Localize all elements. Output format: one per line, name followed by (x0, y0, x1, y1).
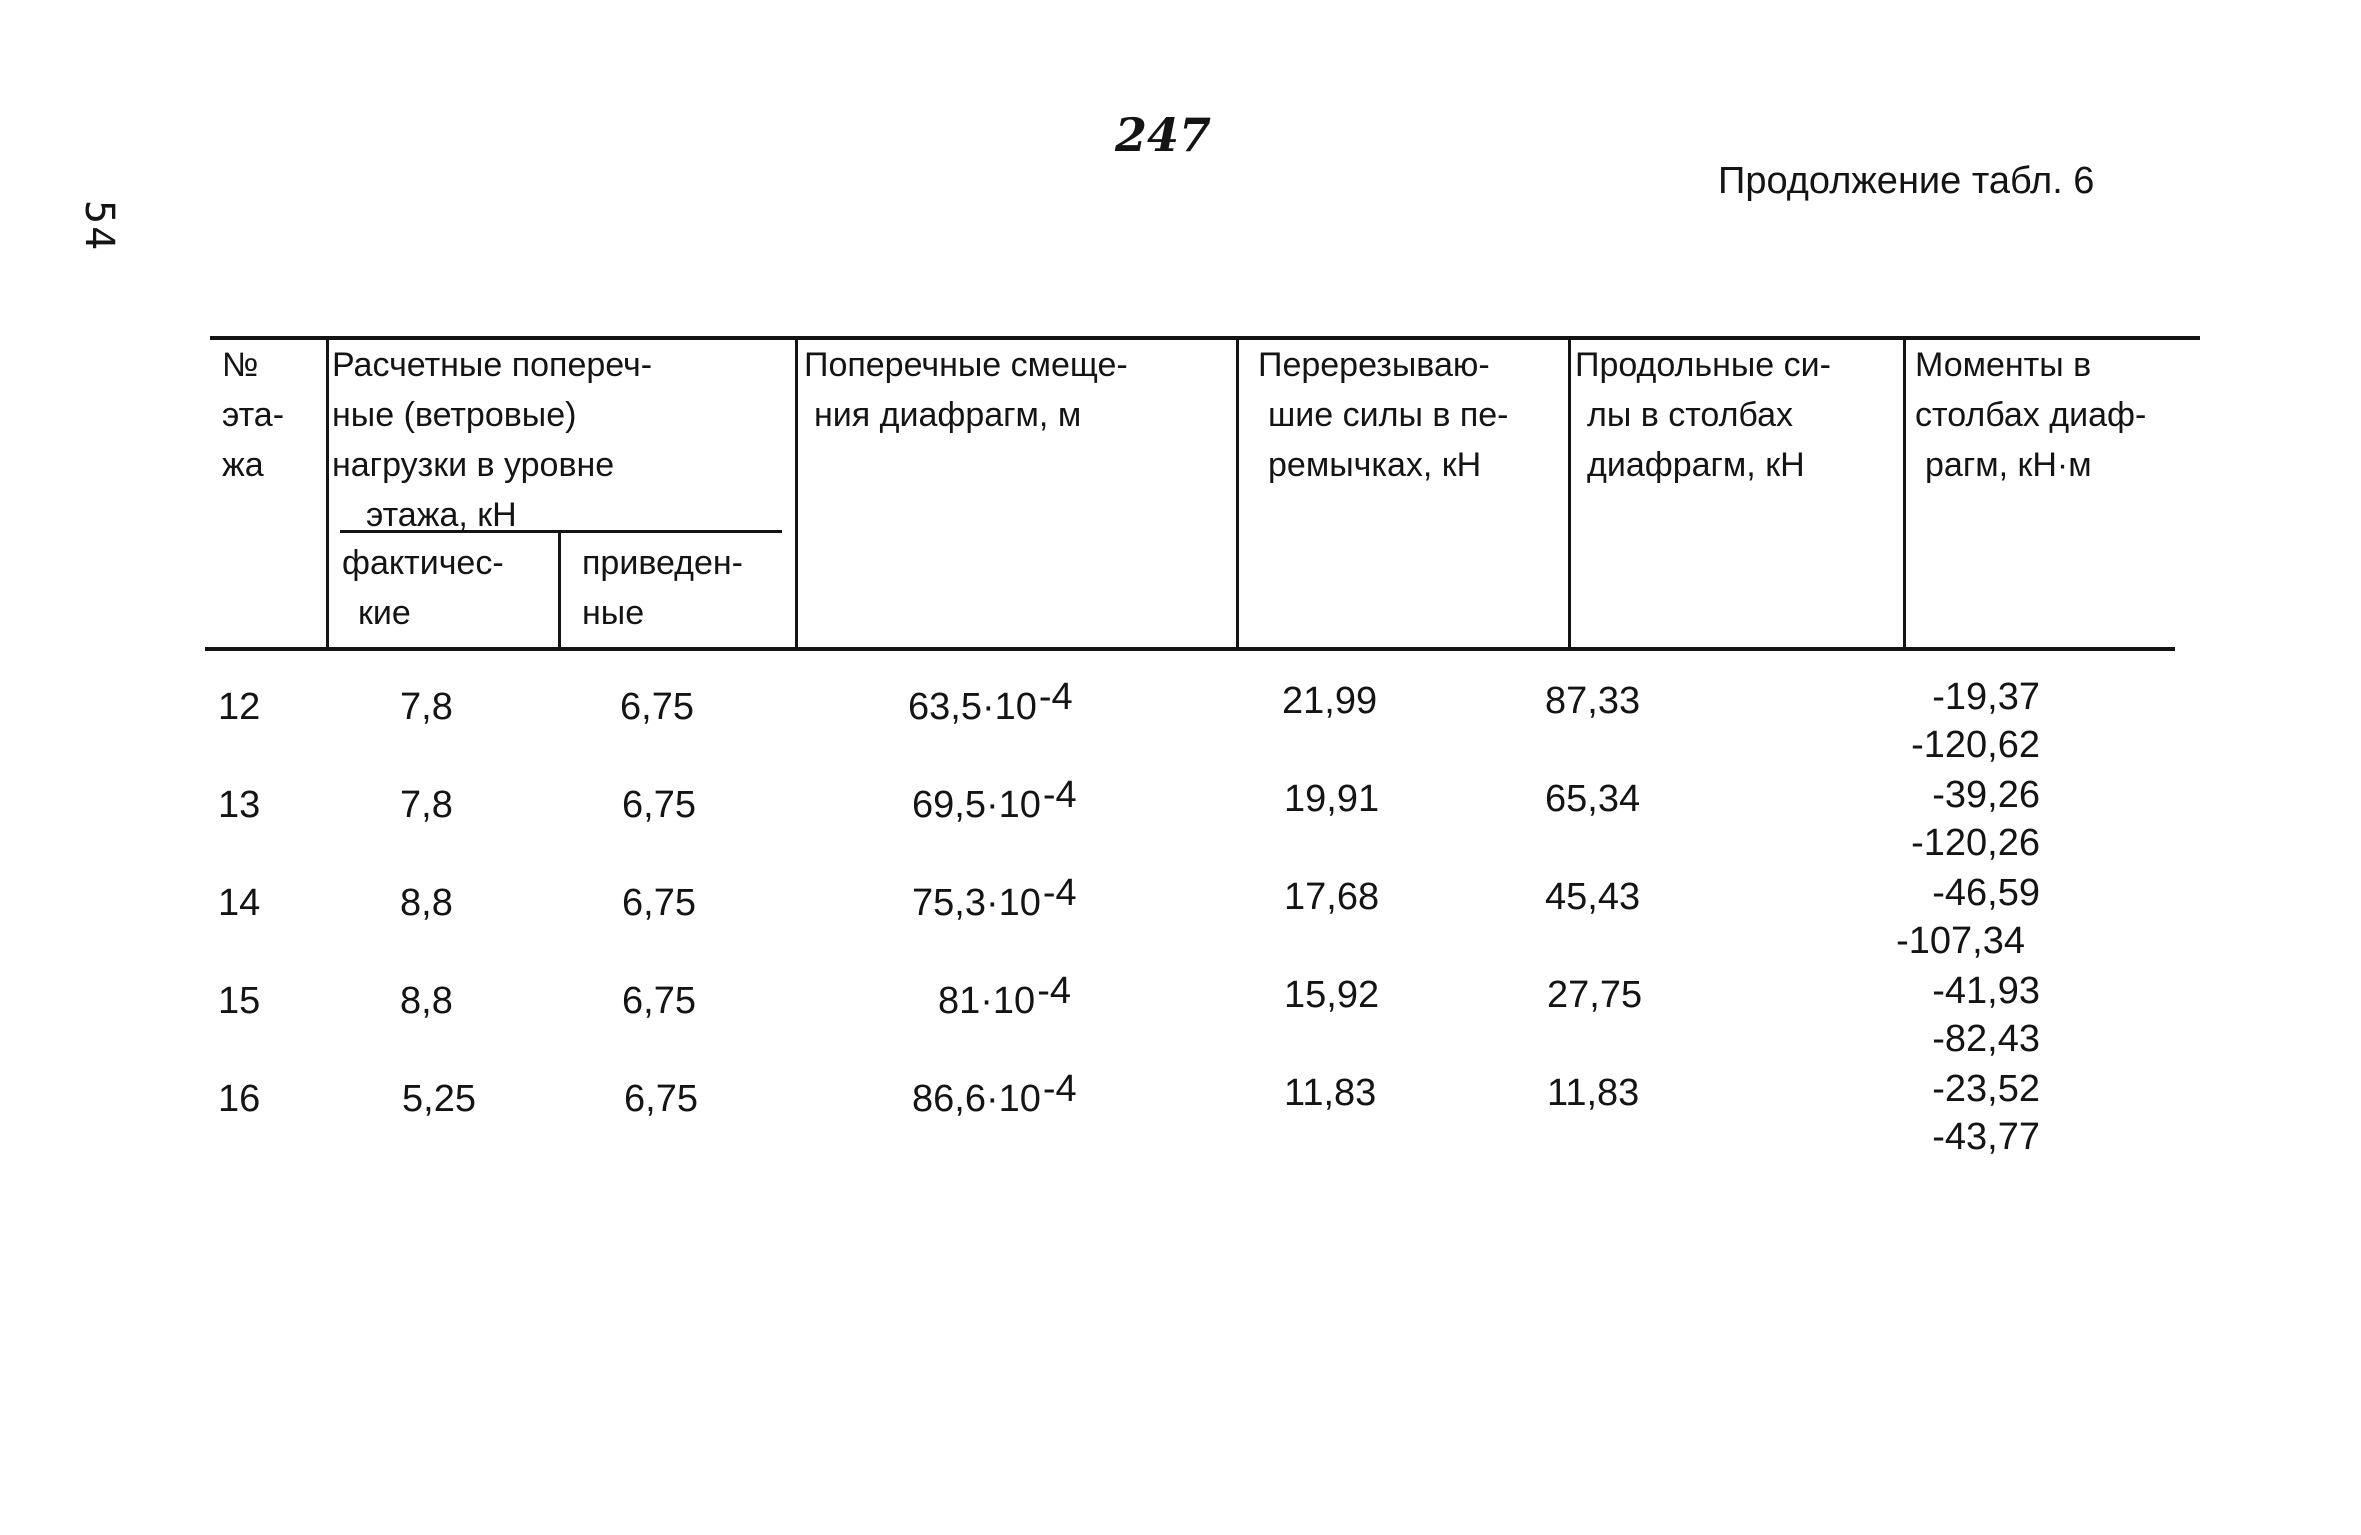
col-divider-4 (1568, 338, 1571, 649)
shear-force: 19,91 (1284, 778, 1380, 820)
shear-force: 21,99 (1282, 680, 1378, 722)
moment-top: -39,26 (1932, 774, 2040, 816)
header-loads: Расчетные попереч- ные (ветровые) нагрузки в уровне этажа, кН (332, 346, 653, 534)
moment-top: -23,52 (1932, 1068, 2040, 1110)
actual-load: 7,8 (400, 686, 453, 728)
moment-bottom: -43,77 (1932, 1116, 2040, 1158)
exponent: -4 (1042, 1068, 1077, 1110)
displacement: $63,5\cdot 10^{-4}$ (908, 676, 1073, 728)
shear-force: 11,83 (1284, 1072, 1377, 1114)
actual-load: 8,8 (400, 882, 453, 924)
header-loads-reduced: приведен- ные (582, 544, 744, 632)
header-moments: Моменты в столбах диаф- рагм, кН·м (1915, 346, 2147, 484)
moment-top: -46,59 (1932, 872, 2040, 914)
moment-top: -19,37 (1932, 676, 2040, 718)
header-displacements: Поперечные смеще- ния диафрагм, м (804, 346, 1128, 434)
axial-force: 45,43 (1545, 876, 1641, 918)
handwritten-stamp: 247 (1115, 108, 1212, 162)
col-divider-3 (1236, 338, 1239, 649)
floor-number: 16 (218, 1078, 261, 1120)
header-axial-forces: Продольные си- лы в столбах диафрагм, кН (1575, 346, 1831, 484)
table-continuation-caption: Продолжение табл. 6 (1718, 160, 2095, 202)
floor-number: 13 (218, 784, 261, 826)
axial-force: 27,75 (1547, 974, 1643, 1016)
axial-force: 11,83 (1547, 1072, 1640, 1114)
reduced-load: 6,75 (622, 784, 696, 826)
displacement: $69,5\cdot 10^{-4}$ (912, 774, 1077, 826)
displacement: $75,3\cdot 10^{-4}$ (912, 872, 1077, 924)
col-divider-2 (795, 338, 798, 649)
header-bottom-rule (205, 647, 2175, 651)
reduced-load: 6,75 (624, 1078, 698, 1120)
exponent: -4 (1042, 872, 1077, 914)
moment-bottom: -120,26 (1911, 822, 2040, 864)
actual-load: 8,8 (400, 980, 453, 1022)
shear-force: 17,68 (1284, 876, 1380, 918)
header-loads-actual: фактичес- кие (342, 544, 504, 632)
axial-force: 65,34 (1545, 778, 1641, 820)
moment-top: -41,93 (1932, 970, 2040, 1012)
moment-bottom: -120,62 (1911, 724, 2040, 766)
displacement: $81\cdot 10^{-4}$ (938, 970, 1071, 1022)
moment-bottom: -82,43 (1932, 1018, 2040, 1060)
floor-number: 15 (218, 980, 261, 1022)
col-divider-5 (1903, 338, 1906, 649)
header-shear-forces: Перерезываю- шие силы в пе- ремычках, кН (1258, 346, 1509, 484)
reduced-load: 6,75 (622, 980, 696, 1022)
moment-bottom: -107,34 (1896, 920, 2025, 962)
col-divider-1 (326, 338, 329, 649)
col-divider-loads (558, 532, 561, 649)
shear-force: 15,92 (1284, 974, 1380, 1016)
exponent: -4 (1038, 676, 1073, 718)
displacement: $86,6\cdot 10^{-4}$ (912, 1068, 1077, 1120)
exponent: -4 (1042, 774, 1077, 816)
exponent: -4 (1037, 970, 1071, 1012)
actual-load: 5,25 (402, 1078, 476, 1120)
actual-load: 7,8 (400, 784, 453, 826)
floor-number: 12 (218, 686, 261, 728)
axial-force: 87,33 (1545, 680, 1641, 722)
reduced-load: 6,75 (620, 686, 694, 728)
floor-number: 14 (218, 882, 261, 924)
reduced-load: 6,75 (622, 882, 696, 924)
page-number: 54 (76, 200, 122, 253)
header-floor-no: № эта- жа (222, 346, 285, 484)
